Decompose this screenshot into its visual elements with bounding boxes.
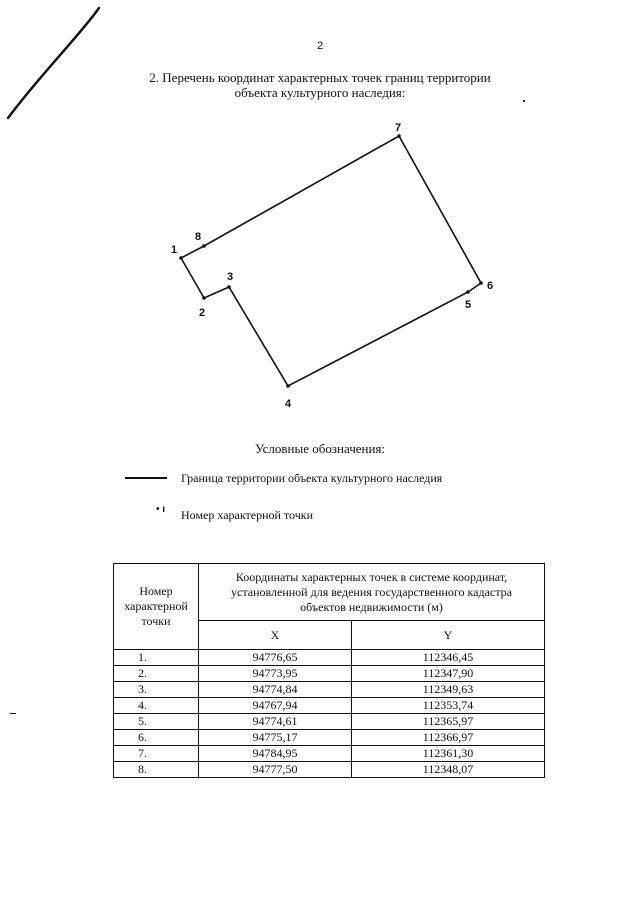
cell-x: 94776,65 (199, 650, 352, 666)
cell-number: 2. (114, 666, 199, 682)
cell-number: 6. (114, 730, 199, 746)
cell-x: 94775,17 (199, 730, 352, 746)
plan-point-marker (202, 296, 206, 300)
table-row (114, 698, 545, 714)
plan-point-marker (466, 290, 470, 294)
plan-point-label: 8 (195, 231, 202, 243)
cell-y: 112365,97 (352, 714, 545, 730)
cell-number: 5. (114, 714, 199, 730)
plan-point-marker (286, 384, 290, 388)
plan-point-label: 6 (487, 280, 494, 292)
legend-boundary-label: Граница территории объекта культурного наследия (181, 471, 443, 485)
title-line-2: объекта культурного наследия: (234, 85, 406, 100)
plan-point-label: 1 (171, 244, 178, 256)
boundary-plan (0, 0, 640, 430)
legend-boundary-line (125, 477, 167, 479)
cell-x: 94784,95 (199, 746, 352, 762)
cell-y: 112349,63 (352, 682, 545, 698)
table-row (114, 746, 545, 762)
cell-y: 112347,90 (352, 666, 545, 682)
cell-y: 112348,07 (352, 762, 545, 778)
cell-x: 94773,95 (199, 666, 352, 682)
cell-y: 112346,45 (352, 650, 545, 666)
legend-title: Условные обозначения: (254, 441, 386, 456)
boundary-line (181, 136, 481, 386)
coordinates-table (113, 563, 545, 778)
plan-point-marker (179, 256, 183, 260)
page-number: 2 (316, 40, 324, 52)
table-row (114, 762, 545, 778)
plan-point-label: 3 (227, 271, 234, 283)
cell-x: 94774,61 (199, 714, 352, 730)
cell-x: 94777,50 (199, 762, 352, 778)
table-row (114, 682, 545, 698)
plan-point-marker (202, 244, 206, 248)
legend-point-symbol: • ı (156, 504, 166, 515)
cell-y: 112353,74 (352, 698, 545, 714)
header-y: Y (352, 621, 545, 650)
cell-number: 3. (114, 682, 199, 698)
table-row (114, 666, 545, 682)
legend-point-label: Номер характерной точки (181, 508, 313, 522)
cell-number: 7. (114, 746, 199, 762)
cell-y: 112366,97 (352, 730, 545, 746)
plan-point-label: 7 (395, 122, 402, 134)
cell-number: 8. (114, 762, 199, 778)
cell-number: 1. (114, 650, 199, 666)
table-row (114, 714, 545, 730)
header-coordinates: Координаты характерных точек в системе координат, установленной для ведения государственного кадастра объектов недвижимости (м) (199, 564, 545, 621)
plan-point-marker (227, 285, 231, 289)
title-line-1: 2. Перечень координат характерных точек границ территории (149, 70, 491, 85)
cell-number: 4. (114, 698, 199, 714)
plan-point-marker (397, 134, 401, 138)
cell-x: 94774,84 (199, 682, 352, 698)
plan-point-label: 4 (285, 398, 292, 410)
plan-point-label: 2 (199, 307, 206, 319)
scan-speck (10, 713, 16, 714)
plan-point-label: 5 (465, 299, 472, 311)
cell-y: 112361,30 (352, 746, 545, 762)
table-row (114, 650, 545, 666)
plan-point-marker (479, 281, 483, 285)
header-x: X (199, 621, 352, 650)
table-row (114, 730, 545, 746)
cell-x: 94767,94 (199, 698, 352, 714)
header-point-number: Номер характерной точки (114, 564, 199, 650)
